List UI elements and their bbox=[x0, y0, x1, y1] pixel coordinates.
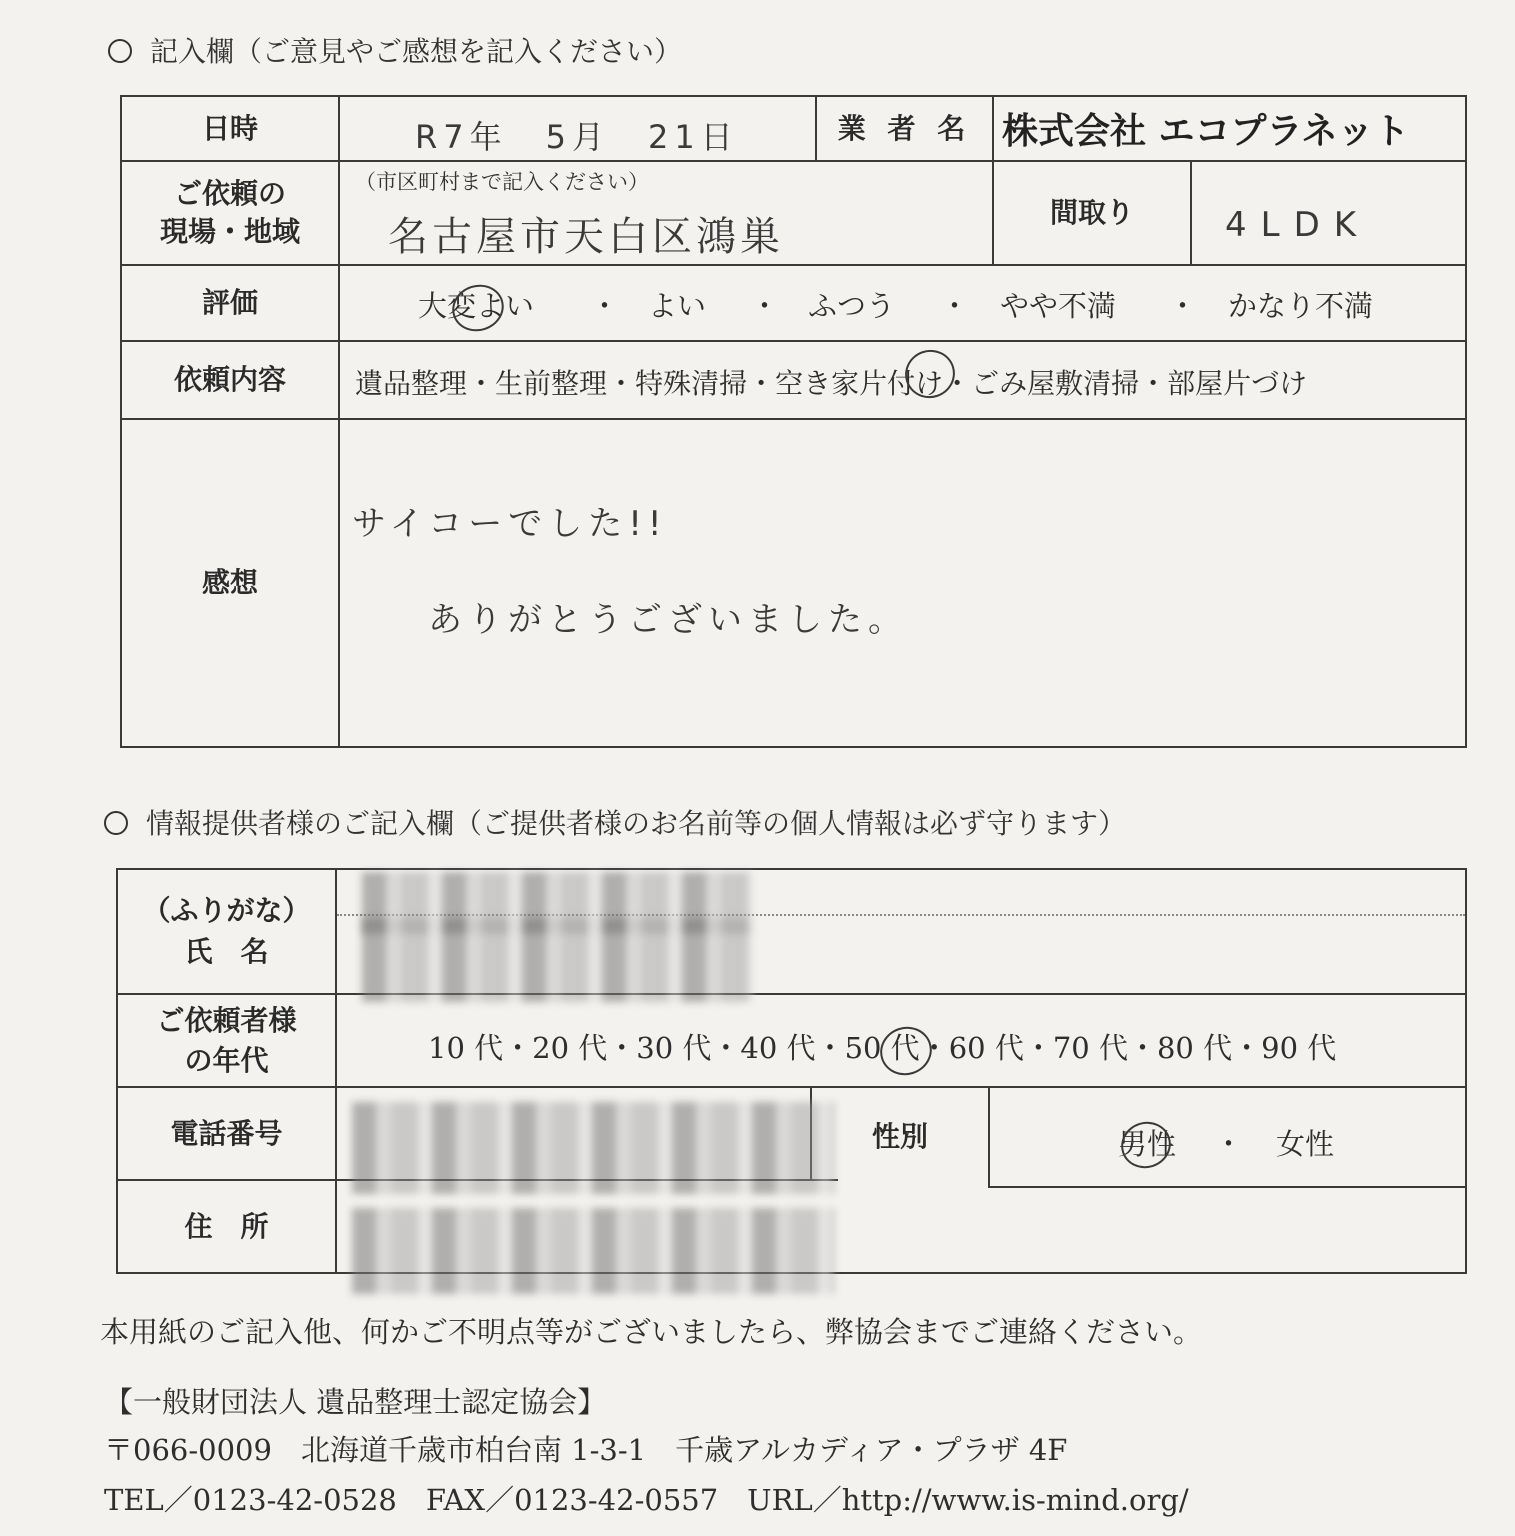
age-label: ご依頼者様 の年代 bbox=[156, 1004, 297, 1077]
request-label: 依頼内容 bbox=[173, 363, 286, 397]
section2-heading: 情報提供者様のご記入欄（ご提供者様のお名前等の個人情報は必ず守ります） bbox=[104, 802, 1126, 842]
rating-option-3[interactable]: ふつう bbox=[808, 289, 896, 323]
impression-line-1: サイコーでした!! bbox=[352, 504, 668, 544]
phone-label: 電話番号 bbox=[170, 1116, 283, 1150]
company-label: 業 者 名 bbox=[837, 111, 972, 145]
rating-option-5[interactable]: かなり不満 bbox=[1228, 289, 1374, 323]
date-label: 日時 bbox=[201, 111, 258, 145]
footer-contact: TEL／0123-42-0528 FAX／0123-42-0557 URL／http://www.is-mind.org/ bbox=[104, 1483, 1189, 1517]
impression-label: 感想 bbox=[201, 566, 258, 600]
circle-bullet-icon bbox=[104, 811, 128, 835]
site-label: ご依頼の 現場・地域 bbox=[159, 177, 300, 248]
age-option-70[interactable]: 70 代 bbox=[1052, 1031, 1128, 1065]
site-note: （市区町村まで記入ください） bbox=[355, 170, 649, 194]
layout-value: 4LDK bbox=[1225, 205, 1371, 245]
request-option-6[interactable]: 部屋片づけ bbox=[1167, 367, 1308, 400]
redacted-name bbox=[362, 918, 752, 1002]
request-option-3[interactable]: 特殊清掃 bbox=[635, 367, 748, 400]
redacted-address bbox=[352, 1208, 834, 1294]
rating-option-1[interactable]: 大変よい bbox=[418, 289, 535, 323]
gender-label: 性別 bbox=[871, 1120, 928, 1154]
footer-note: 本用紙のご記入他、何かご不明点等がございましたら、弊協会までご連絡ください。 bbox=[100, 1315, 1203, 1349]
footer-org: 【一般財団法人 遺品整理士認定協会】 bbox=[104, 1385, 607, 1419]
age-option-10[interactable]: 10 代 bbox=[428, 1031, 504, 1065]
age-option-80[interactable]: 80 代 bbox=[1156, 1031, 1233, 1065]
rating-option-2[interactable]: よい bbox=[648, 289, 707, 323]
age-option-30[interactable]: 30 代 bbox=[636, 1031, 712, 1065]
company-value: 株式会社 エコプラネット bbox=[1002, 111, 1410, 152]
request-option-2[interactable]: 生前整理 bbox=[495, 367, 608, 400]
site-value: 名古屋市天白区鴻巣 bbox=[388, 214, 784, 260]
rating-label: 評価 bbox=[201, 286, 258, 320]
name-label: （ふりがな） 氏 名 bbox=[142, 893, 311, 968]
age-option-40[interactable]: 40 代 bbox=[740, 1031, 816, 1065]
section1-heading: 記入欄（ご意見やご感想を記入ください） bbox=[108, 30, 682, 70]
request-option-4[interactable]: 空き家片付け bbox=[775, 367, 944, 400]
age-option-20[interactable]: 20 代 bbox=[532, 1031, 608, 1065]
age-option-60[interactable]: 60 代 bbox=[948, 1031, 1024, 1065]
age-options: 10 代・20 代・30 代・40 代・50 代・60 代・70 代・80 代・90 代 bbox=[428, 1031, 1337, 1065]
date-value: R7年 5月 21日 bbox=[415, 118, 739, 156]
gender-option-male[interactable]: 男性 bbox=[1118, 1127, 1177, 1161]
request-option-1[interactable]: 遺品整理 bbox=[355, 367, 468, 400]
impression-line-2: ありがとうございました。 bbox=[428, 600, 908, 640]
request-options: 遺品整理・生前整理・特殊清掃・空き家片付け・ごみ屋敷清掃・部屋片づけ bbox=[355, 367, 1308, 400]
layout-label: 間取り bbox=[1049, 196, 1134, 230]
redacted-phone bbox=[352, 1102, 834, 1194]
rating-option-4[interactable]: やや不満 bbox=[1000, 289, 1117, 323]
footer-address: 〒066-0009 北海道千歳市柏台南 1-3-1 千歳アルカディア・プラザ 4F bbox=[104, 1433, 1068, 1467]
age-option-90[interactable]: 90 代 bbox=[1261, 1031, 1337, 1065]
address-label: 住 所 bbox=[184, 1209, 269, 1243]
age-option-50[interactable]: 50 代 bbox=[844, 1031, 920, 1065]
gender-option-female[interactable]: 女性 bbox=[1276, 1127, 1335, 1161]
circle-bullet-icon bbox=[108, 39, 132, 63]
request-option-5[interactable]: ごみ屋敷清掃 bbox=[971, 367, 1140, 400]
